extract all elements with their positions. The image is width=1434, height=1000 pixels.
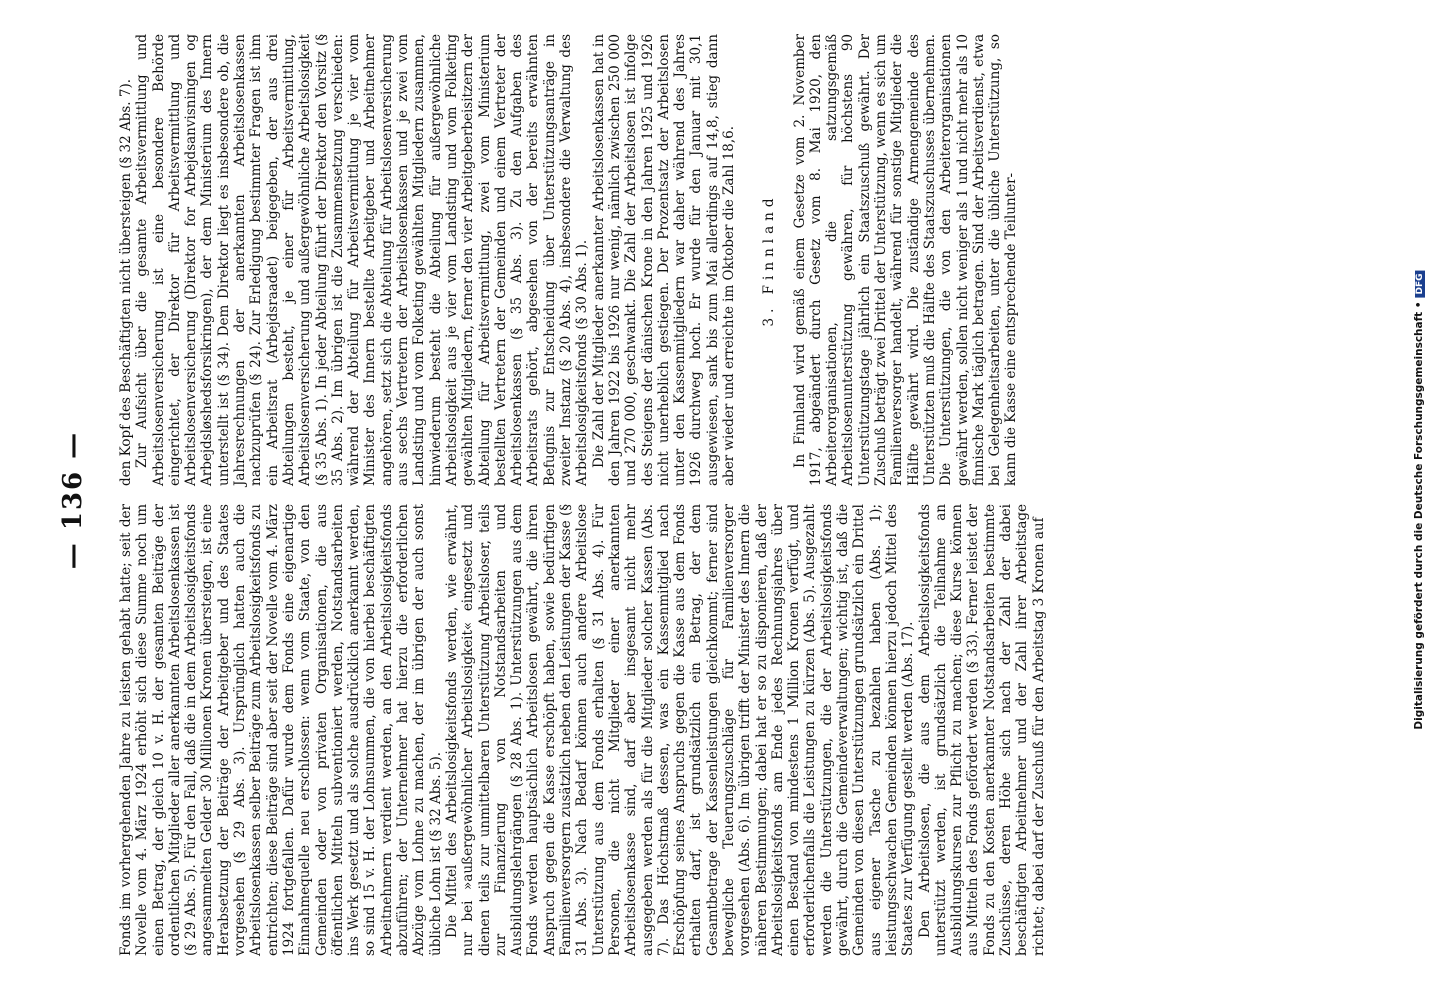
paragraph: den Kopf des Beschäftigten nicht übersteigen (§ 32 Abs. 7).	[118, 78, 134, 486]
paragraph: Den Arbeitslosen, die aus dem Arbeitslosigkeitsfonds unterstützt werden, ist grundsätzlich die Teilnahme an Ausbildungskursen zur Pflicht zu machen; diese Kurse können aus Mitteln des Fonds gefördert werden (§ 33). Ferner leistet der Fonds zu den Kosten anerkannter Notstandsarbeiten bestimmte Zuschüsse, deren Höhe sich nach der Zahl der dabei beschäftigten Arbeitnehmer und der Zahl ihrer Arbeitstage richtet; dabei darf der Zuschuß für den Arbeitstag 3 Kronen auf	[916, 504, 1047, 956]
digitization-credit	[1408, 10, 1430, 990]
right-text-column	[118, 34, 1020, 486]
paragraph: In Finnland wird gemäß einem Gesetze vom 2. November 1917, abgeändert durch Gesetz vom 8. Mai 1920, den Arbeiterorganisationen, die satzungsgemäß Arbeitslosenunterstützung gewähren, für höchstens 90 Unterstützungstage jährlich ein Staatszuschuß gewährt. Der Zuschuß beträgt zwei Drittel der Unterstützung, wenn es sich um Familienversorger handelt, während für sonstige Mitglieder die Hälfte gewährt wird. Die zuständige Armengemeinde des Unterstützten muß die Hälfte des Staatszuschusses übernehmen. Die Unterstützungen, die von den Arbeiterorganisationen gewährt werden, sollen nicht weniger als 1 und nicht mehr als 10 finnische Mark täglich betragen. Sind der Arbeitsverdienst, etwa bei Gelegenheitsarbeiten, unter die übliche Unterstützung, so kann die Kasse eine entsprechende Teilunter-	[791, 34, 1020, 486]
paragraph: Die Mittel des Arbeitslosigkeitsfonds werden, wie erwähnt, nur bei »außergewöhnlicher Arbeitslosigkeit« eingesetzt und dienen teils zur unmittelbaren Unterstützung Arbeitsloser, teils zur Finanzierung von Notstandsarbeiten und Ausbildungslehrgängen (§ 28 Abs. 1). Unterstützungen aus dem Fonds werden hauptsächlich Arbeitslosen gewährt, die ihren Anspruch gegen die Kasse erschöpft haben, sowie bedürftigen Familienversorgern zusätzlich neben den Leistungen der Kasse (§ 31 Abs. 3). Nach Bedarf können auch andere Arbeitslose Unterstützung aus dem Fonds erhalten (§ 31 Abs. 4). Für Personen, die nicht Mitglieder einer anerkannten Arbeitslosenkasse sind, darf aber insgesamt nicht mehr ausgegeben werden als für die Mitglieder solcher Kassen (Abs. 7). Das Höchstmaß dessen, was ein Kassenmitglied nach Erschöpfung seines Anspruchs gegen die Kasse aus dem Fonds erhalten darf, ist grundsätzlich ein Betrag, der dem Gesamtbetrage der Kassenleistungen gleichkommt; ferner sind bewegliche Teuerungszuschläge für Familienversorger vorgesehen (Abs. 6). Im übrigen trifft der Minister des Innern die näheren Bestimmungen; dabei hat er so zu disponieren, daß der Arbeitslosigkeitsfonds am Ende jedes Rechnungsjahres über einen Bestand von mindestens 1 Million Kronen verfügt, und erforderlichenfalls die Leistungen zu kürzen (Abs. 5). Ausgezahlt werden die Unterstützungen, die der Arbeitslosigkeitsfonds gewährt, durch die Gemeindeverwaltungen; wichtig ist, daß die Gemeinden von diesen Unterstützungen grundsätzlich ein Drittel aus eigener Tasche zu bezahlen haben (Abs. 1); leistungsschwachen Gemeinden können hierzu jedoch Mittel des Staates zur Verfügung gestellt werden (Abs. 17).	[443, 504, 917, 956]
credit-text: Digitalisierung gefördert durch die Deutsche Forschungsgemeinschaft •	[1413, 301, 1425, 730]
left-text-column	[118, 504, 1047, 956]
page-number-header: — 136 —	[58, 430, 88, 570]
dfg-logo: DFG	[1415, 270, 1425, 297]
paragraph: Fonds im vorhergehenden Jahre zu leisten gehabt hatte; seit der Novelle vom 4. März 1924 erhöht sich diese Summe noch um einen Betrag, der gleich 10 v. H. der gesamten Beiträge der ordentlichen Mitglieder aller anerkannten Arbeitslosenkassen ist (§ 29 Abs. 5). Für den Fall, daß die in dem Arbeitslosigkeitsfonds angesammelten Gelder 30 Millionen Kronen übersteigen, ist eine Herabsetzung der Beiträge der Arbeitgeber und des Staates vorgesehen (§ 29 Abs. 3). Ursprünglich hatten auch die Arbeitslosenkassen selber Beiträge zum Arbeitslosigkeitsfonds zu entrichten; diese Beiträge sind aber seit der Novelle vom 4. März 1924 fortgefallen. Dafür wurde dem Fonds eine eigenartige Einnahmequelle neu erschlossen: wenn vom Staate, von den Gemeinden oder von privaten Organisationen, die aus öffentlichen Mitteln subventioniert werden, Notstandsarbeiten ins Werk gesetzt und als solche ausdrücklich anerkannt werden, so sind 15 v. H. der Lohnsummen, die von hierbei beschäftigten Arbeitnehmern verdient werden, an den Arbeitslosigkeitsfonds abzuführen; der Unternehmer hat hierzu die erforderlichen Abzüge vom Lohne zu machen, der im übrigen der auch sonst übliche Lohn ist (§ 32 Abs. 5).	[118, 504, 444, 956]
paragraph: Zur Aufsicht über die gesamte Arbeitsvermittlung und Arbeitslosenversicherung ist eine besondere Behörde eingerichtet, der Direktor für Arbeitsvermittlung und Arbeitslosenversicherung (Direktor for Arbejdsanvisningen og Arbejdsløshedsforsikringen), der dem Ministerium des Innern unterstellt ist (§ 34). Dem Direktor liegt es insbesondere ob, die Jahresrechnungen der anerkannten Arbeitslosenkassen nachzuprüfen (§ 24). Zur Erledigung bestimmter Fragen ist ihm ein Arbeitsrat (Arbejdsraadet) beigegeben, der aus drei Abteilungen besteht, je einer für Arbeitsvermittlung, Arbeitslosenversicherung und außergewöhnliche Arbeitslosigkeit (§ 35 Abs. 1). In jeder Abteilung führt der Direktor den Vorsitz (§ 35 Abs. 2). Im übrigen ist die Zusammensetzung verschieden: während der Abteilung für Arbeitsvermittlung je vier vom Minister des Innern bestellte Arbeitgeber und Arbeitnehmer angehören, setzt sich die Abteilung für Arbeitslosenversicherung aus sechs Vertretern der Arbeitslosenkassen und je zwei vom Landsting und vom Folketing gewählten Mitgliedern zusammen, hinwiederum besteht die Abteilung für außergewöhnliche Arbeitslosigkeit aus je vier vom Landsting und vom Folketing gewählten Mitgliedern, ferner den vier Arbeitgeberbeisitzern der Abteilung für Arbeitsvermittlung, zwei vom Ministerium bestellten Vertretern der Gemeinden und einem Vertreter der Arbeitslosenkassen (§ 35 Abs. 3). Zu den Aufgaben des Arbeitsrats gehört, abgesehen von der bereits erwähnten Befugnis zur Entscheidung über Unterstützungsanträge in zweiter Instanz (§ 20 Abs. 4), insbesondere die Verwaltung des Arbeitslosigkeitsfonds (§ 30 Abs. 1).	[134, 34, 591, 486]
section-heading: 3. Finnland	[761, 193, 778, 327]
paragraph: Die Zahl der Mitglieder anerkannter Arbeitslosenkassen hat in den Jahren 1922 bis 1926 nur wenig, nämlich zwischen 250 000 und 270 000, geschwankt. Die Zahl der Arbeitslosen ist infolge des Steigens der dänischen Krone in den Jahren 1925 und 1926 nicht unerheblich gestiegen. Der Prozentsatz der Arbeitslosen unter den Kassenmitgliedern war daher während des Jahres 1926 durchweg hoch. Er wurde für den Januar mit 30,1 ausgewiesen, sank bis zum Mai allerdings auf 14,8, stieg dann aber wieder und erreichte im Oktober die Zahl 18,6.	[590, 34, 737, 486]
